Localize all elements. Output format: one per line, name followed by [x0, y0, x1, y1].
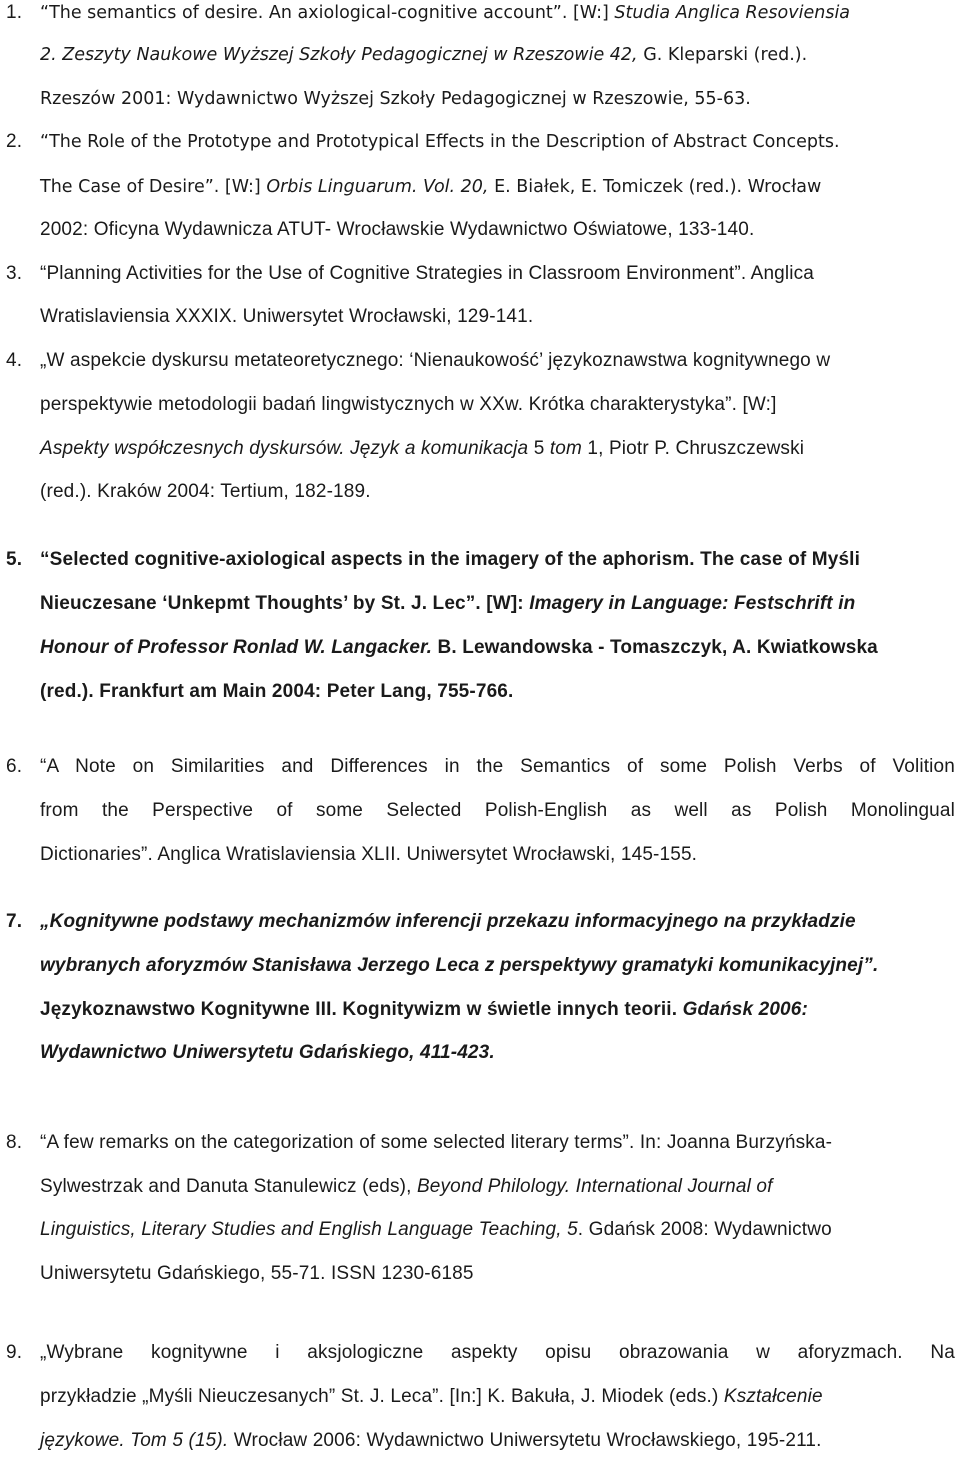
entry-number: 4.: [6, 350, 23, 371]
entry-line: from the Perspective of some Selected Polish-English as well as Polish Monolingual: [40, 800, 955, 821]
entry-line: “A few remarks on the categorization of some selected literary terms”. In: Joanna Burzyńska-: [40, 1132, 833, 1153]
entry-line: The Case of Desire”. [W:] Orbis Linguarum. Vol. 20, E. Białek, E. Tomiczek (red.). Wrocław: [40, 177, 822, 197]
entry-line: Rzeszów 2001: Wydawnictwo Wyższej Szkoły Pedagogicznej w Rzeszowie, 55-63.: [40, 89, 751, 109]
entry-line: (red.). Kraków 2004: Tertium, 182-189.: [40, 481, 371, 502]
entry-line: Linguistics, Literary Studies and English Language Teaching, 5. Gdańsk 2008: Wydawnictwo: [40, 1219, 832, 1240]
entry-line: Dictionaries”. Anglica Wratislaviensia XLII. Uniwersytet Wrocławski, 145-155.: [40, 844, 698, 865]
entry-line: “A Note on Similarities and Differences in the Semantics of some Polish Verbs of Volition: [40, 756, 955, 777]
entry-line: “Selected cognitive-axiological aspects in the imagery of the aphorism. The case of Myśli: [40, 549, 861, 570]
entry-line: przykładzie „Myśli Nieuczesanych” St. J. Leca”. [In:] K. Bakuła, J. Miodek (eds.) Kształcenie: [40, 1386, 823, 1407]
entry-line: „W aspekcie dyskursu metateoretycznego: ‘Nienaukowość’ językoznawstwa kognitywnego w: [40, 350, 831, 371]
entry-line: Językoznawstwo Kognitywne III. Kognitywizm w świetle innych teorii. Gdańsk 2006:: [40, 999, 808, 1020]
entry-line: Honour of Professor Ronlad W. Langacker. B. Lewandowska - Tomaszczyk, A. Kwiatkowska: [40, 637, 878, 658]
entry-number: 3.: [6, 263, 23, 284]
entry-number: 5.: [6, 549, 23, 570]
entry-line: „Wybrane kognitywne i aksjologiczne aspekty opisu obrazowania w aforyzmach. Na: [40, 1342, 955, 1363]
entry-number: 6.: [6, 756, 23, 777]
entry-line: Sylwestrzak and Danuta Stanulewicz (eds), Beyond Philology. International Journal of: [40, 1176, 773, 1197]
entry-line: 2002: Oficyna Wydawnicza ATUT- Wrocławskie Wydawnictwo Oświatowe, 133-140.: [40, 219, 755, 240]
entry-line: wybranych aforyzmów Stanisława Jerzego Leca z perspektywy gramatyki komunikacyjnej”.: [40, 955, 879, 976]
entry-line: “The Role of the Prototype and Prototypical Effects in the Description of Abstract Concepts.: [40, 132, 840, 152]
entry-number: 2.: [6, 131, 23, 152]
entry-line: perspektywie metodologii badań lingwistycznych w XXw. Krótka charakterystyka”. [W:]: [40, 394, 777, 415]
entry-line: „Kognitywne podstawy mechanizmów inferencji przekazu informacyjnego na przykładzie: [40, 911, 856, 932]
entry-number: 8.: [6, 1132, 23, 1153]
entry-number: 1.: [6, 2, 23, 23]
entry-number: 9.: [6, 1342, 23, 1363]
entry-line: Wydawnictwo Uniwersytetu Gdańskiego, 411-423.: [40, 1042, 495, 1063]
entry-line: Aspekty współczesnych dyskursów. Język a komunikacja 5 tom 1, Piotr P. Chruszczewski: [40, 438, 805, 459]
entry-line: “The semantics of desire. An axiological-cognitive account”. [W:] Studia Anglica Resoviensia: [40, 3, 851, 23]
entry-line: językowe. Tom 5 (15). Wrocław 2006: Wydawnictwo Uniwersytetu Wrocławskiego, 195-211.: [40, 1430, 822, 1451]
entry-line: Nieuczesane ‘Unkepmt Thoughts’ by St. J. Lec”. [W]: Imagery in Language: Festschrift in: [40, 593, 856, 614]
entry-line: “Planning Activities for the Use of Cognitive Strategies in Classroom Environment”. Anglica: [40, 263, 815, 284]
entry-number: 7.: [6, 911, 23, 932]
entry-line: 2. Zeszyty Naukowe Wyższej Szkoły Pedagogicznej w Rzeszowie 42, G. Kleparski (red.).: [40, 45, 808, 65]
entry-line: Uniwersytetu Gdańskiego, 55-71. ISSN 1230-6185: [40, 1263, 474, 1284]
entry-line: Wratislaviensia XXXIX. Uniwersytet Wrocławski, 129-141.: [40, 306, 534, 327]
entry-line: (red.). Frankfurt am Main 2004: Peter Lang, 755-766.: [40, 681, 514, 702]
